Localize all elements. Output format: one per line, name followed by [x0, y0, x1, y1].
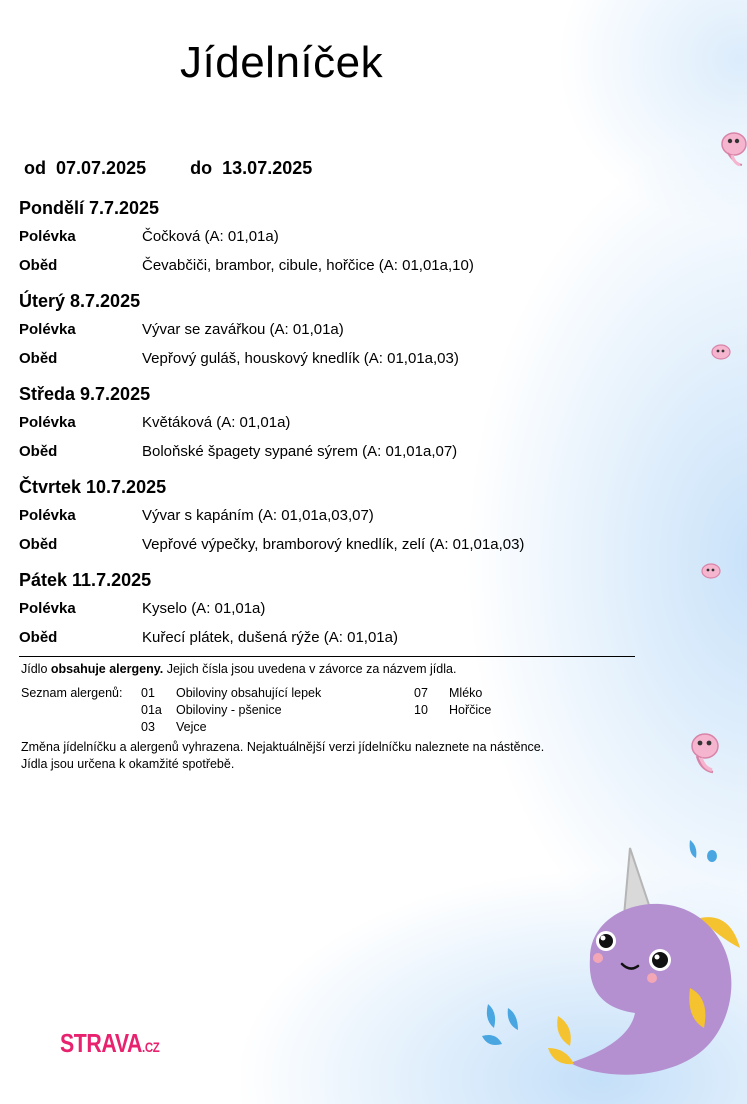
day-block — [19, 291, 639, 375]
meal-row — [19, 625, 639, 654]
meal-type: Polévka — [19, 228, 76, 245]
strava-logo — [60, 1028, 159, 1059]
divider — [19, 656, 635, 657]
allergen-name: Vejce — [176, 720, 207, 734]
allergen-note — [21, 662, 456, 676]
logo-main: STRAVA — [60, 1028, 143, 1058]
allergen-name: Obiloviny - pšenice — [176, 703, 282, 717]
meal-row — [19, 317, 639, 346]
meal-type: Polévka — [19, 600, 76, 617]
from-label: od — [24, 158, 46, 178]
meal-dish: Vepřové výpečky, bramborový knedlík, zelí (A: 01,01a,03) — [142, 536, 525, 553]
day-title: Čtvrtek 10.7.2025 — [19, 477, 167, 497]
meal-row — [19, 410, 639, 439]
allergen-code: 07 — [414, 686, 428, 700]
meal-dish: Boloňské špagety sypané sýrem (A: 01,01a,07) — [142, 443, 458, 460]
allergen-code: 01a — [141, 703, 162, 717]
meal-dish: Květáková (A: 01,01a) — [142, 414, 291, 431]
allergen-note-prefix: Jídlo — [21, 662, 48, 676]
footer-note: Změna jídelníčku a alergenů vyhrazena. Nejaktuálnější verzi jídelníčku naleznete na nástěnce. — [21, 740, 545, 754]
meal-row — [19, 503, 639, 532]
meal-row — [19, 439, 639, 468]
meal-type: Polévka — [19, 507, 76, 524]
meal-dish: Vepřový guláš, houskový knedlík (A: 01,01a,03) — [142, 350, 459, 367]
day-block — [19, 198, 639, 282]
meal-row — [19, 532, 639, 561]
logo-suffix: .CZ — [142, 1039, 160, 1055]
allergen-note-suffix: Jejich čísla jsou uvedena v závorce za názvem jídla. — [166, 662, 457, 676]
allergen-name: Hořčice — [449, 703, 492, 717]
footer-note: Jídla jsou určena k okamžité spotřebě. — [21, 757, 235, 771]
to-date: 13.07.2025 — [222, 158, 313, 178]
meal-dish: Kyselo (A: 01,01a) — [142, 600, 266, 617]
meal-row — [19, 346, 639, 375]
day-block — [19, 384, 639, 468]
meal-type: Oběd — [19, 257, 58, 274]
meal-type: Oběd — [19, 629, 58, 646]
from-date: 07.07.2025 — [56, 158, 147, 178]
allergen-code: 01 — [141, 686, 155, 700]
day-title: Pondělí 7.7.2025 — [19, 198, 160, 218]
allergen-code: 10 — [414, 703, 428, 717]
allergen-name: Obiloviny obsahující lepek — [176, 686, 322, 700]
day-title: Úterý 8.7.2025 — [19, 291, 141, 311]
meal-dish: Čočková (A: 01,01a) — [142, 228, 279, 245]
allergen-list-label: Seznam alergenů: — [21, 686, 123, 700]
meal-type: Polévka — [19, 414, 76, 431]
meal-type: Polévka — [19, 321, 76, 338]
allergen-code: 03 — [141, 720, 155, 734]
meal-type: Oběd — [19, 350, 58, 367]
meal-dish: Vývar s kapáním (A: 01,01a,03,07) — [142, 507, 374, 524]
meal-row — [19, 596, 639, 625]
allergen-name: Mléko — [449, 686, 483, 700]
day-title: Středa 9.7.2025 — [19, 384, 151, 404]
meal-dish: Čevabčiči, brambor, cibule, hořčice (A: 01,01a,10) — [142, 257, 474, 274]
page-title: Jídelníček — [180, 38, 384, 87]
date-range — [24, 158, 312, 179]
allergen-note-bold: obsahuje alergeny. — [50, 662, 164, 676]
meal-dish: Vývar se zavářkou (A: 01,01a) — [142, 321, 344, 338]
meal-dish: Kuřecí plátek, dušená rýže (A: 01,01a) — [142, 629, 398, 646]
meal-row — [19, 253, 639, 282]
meal-type: Oběd — [19, 536, 58, 553]
day-block — [19, 477, 639, 561]
day-block — [19, 570, 639, 654]
meal-row — [19, 224, 639, 253]
to-label: do — [190, 158, 213, 178]
meal-type: Oběd — [19, 443, 58, 460]
day-title: Pátek 11.7.2025 — [19, 570, 152, 590]
